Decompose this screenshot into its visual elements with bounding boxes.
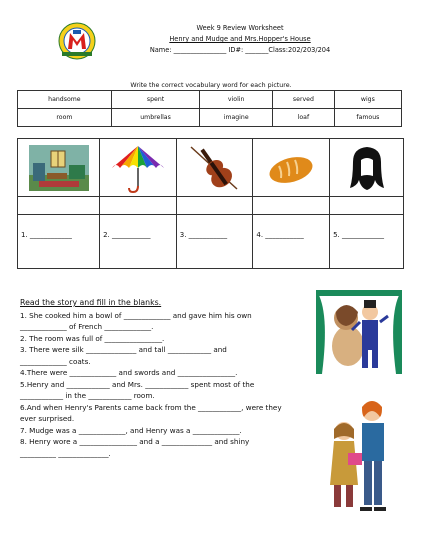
picture-table [17, 138, 404, 269]
story-line: 6.And when Henry's Parents came back from the ____________, were they [20, 402, 282, 412]
story-line: __________ ______________. [20, 448, 111, 458]
story-line: _____________ of French _____________. [20, 322, 154, 331]
instruction: Write the correct vocabulary word for each picture. [130, 82, 292, 89]
story-line: 7. Mudge was a _____________, and Henry was a _____________. [20, 425, 242, 435]
story-line: _____________ coats. [20, 356, 91, 366]
vocab-row [18, 109, 402, 127]
story-line: 4.There were _____________ and swords and ________________. [20, 368, 238, 377]
story-line: ____________ in the ____________ room. [20, 391, 155, 400]
story-line: 3. There were silk ______________ and tall ____________ and [20, 345, 227, 354]
wig-picture-icon [347, 144, 387, 192]
answer-blank-4[interactable]: 4. ___________ [256, 231, 304, 239]
story-line: ever surprised. [20, 414, 75, 423]
vocab-word: famous [334, 109, 401, 127]
story-line: 8. Henry wore a ________________ and a ______________ and shiny [20, 437, 250, 446]
vocab-word: umbrellas [111, 109, 200, 127]
school-logo-icon [58, 22, 96, 60]
vocab-word: violin [200, 91, 273, 109]
story-line: 5.Henry and ____________ and Mrs. ____________ spent most of the [20, 379, 255, 389]
vocab-word: room [18, 109, 112, 127]
umbrella-picture-icon [110, 142, 166, 194]
story-title: Henry and Mudge and Mrs.Hopper's House [169, 35, 311, 43]
vocabulary-table [17, 90, 402, 127]
story-heading: Read the story and fill in the blanks. [20, 298, 162, 307]
henry-mudge-stage-illustration-icon [316, 290, 402, 374]
loaf-picture-icon [263, 150, 319, 186]
page-title: Week 9 Review Worksheet [196, 24, 284, 32]
answer-blank-3[interactable]: 3. ___________ [179, 231, 228, 239]
picture-row [18, 139, 404, 197]
vocab-word: served [273, 91, 335, 109]
answer-blank-5[interactable]: 5. ____________ [333, 231, 384, 239]
answer-blank-1[interactable]: 1. ____________ [21, 231, 72, 239]
parents-illustration-icon [320, 395, 400, 515]
story-section [20, 297, 360, 459]
vocab-word: loaf [273, 109, 335, 127]
story-line: 2. The room was full of ________________. [20, 333, 165, 343]
answer-blank-2[interactable]: 2. ___________ [103, 231, 151, 239]
answer-row [18, 215, 404, 269]
vocab-word: spent [111, 91, 200, 109]
vocab-word: wigs [334, 91, 401, 109]
vocab-word: handsome [18, 91, 112, 109]
vocab-row [18, 91, 402, 109]
violin-picture-icon [187, 143, 243, 193]
story-line: 1. She cooked him a bowl of _____________ and gave him his own [20, 310, 252, 320]
name-id-class-line: Name: ________________ ID#: _______Class:202/203/204 [149, 46, 331, 54]
room-picture-icon [29, 145, 89, 191]
vocab-word: imagine [200, 109, 273, 127]
